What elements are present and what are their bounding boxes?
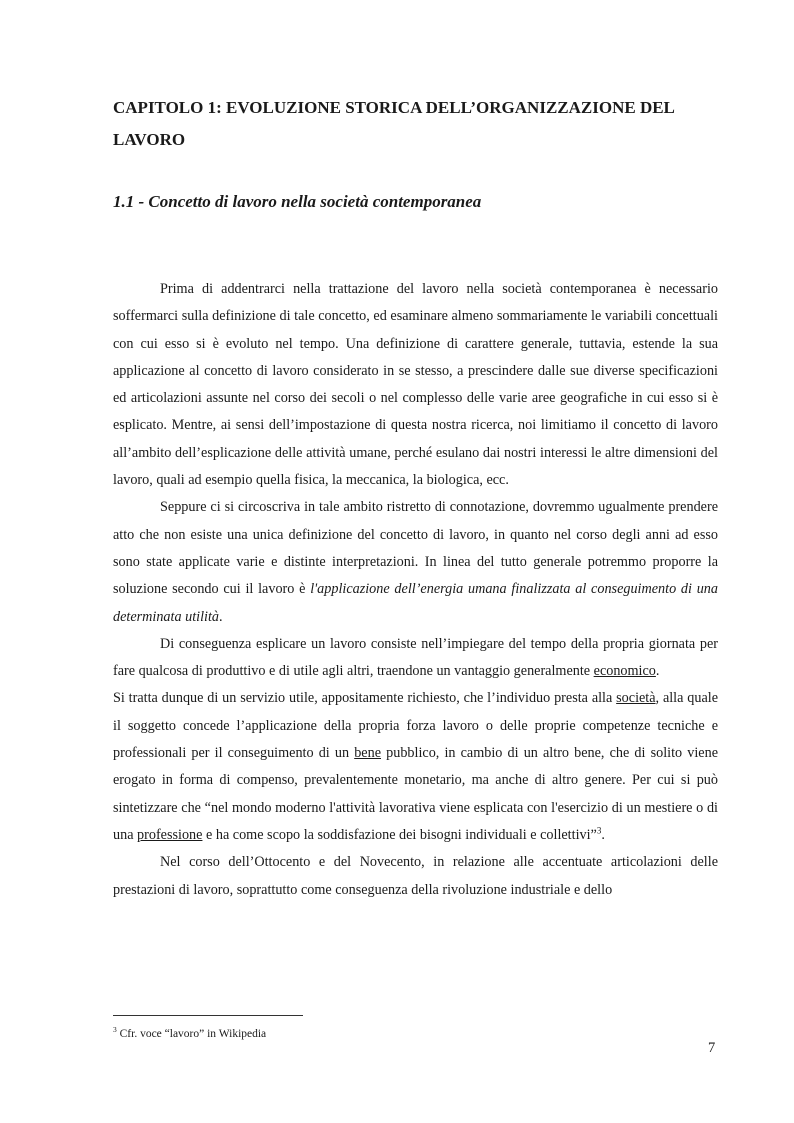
link-societa[interactable]: società — [616, 690, 656, 707]
definition-italic: l'applicazione dell’energia umana finalizzata al conseguimento di una determinata utilità — [113, 581, 718, 625]
paragraph-3 — [113, 631, 718, 686]
footnote-ref[interactable]: 3 — [596, 825, 602, 836]
paragraph-2-text: Seppure ci si circoscriva in tale ambito ristretto di connotazione, dovremmo ugualmente prendere atto che non esiste una unica definizione del concetto di lavoro, in quanto nel corso degli anni ad esso sono state applicate varie e distinte interpretazioni. In linea del tutto generale potremmo proporre la soluzione secondo cui il lavoro è — [113, 499, 718, 598]
paragraph-5: Nel corso dell’Ottocento e del Novecento, in relazione alle accentuate articolazioni delle prestazioni di lavoro, soprattutto come conseguenza della rivoluzione industriale e dello — [113, 854, 718, 898]
footnote-divider — [113, 1015, 303, 1016]
paragraph-4-text-b: , alla quale il soggetto concede l’applicazione della propria forza lavoro o delle proprie competenze tecniche e professionali per il conseguimento di un — [113, 690, 718, 762]
paragraph-4 — [113, 685, 718, 849]
footnote-text: Cfr. voce “lavoro” in Wikipedia — [116, 1028, 267, 1040]
footnote — [113, 1026, 266, 1042]
section-title: 1.1 - Concetto di lavoro nella società contemporanea — [113, 192, 482, 211]
footnote-number: 3 — [113, 1025, 117, 1035]
link-professione[interactable]: professione — [137, 826, 203, 843]
body-text — [113, 276, 718, 904]
paragraph-4-end: . — [601, 826, 605, 843]
link-economico[interactable]: economico — [593, 663, 656, 680]
chapter-title: CAPITOLO 1: EVOLUZIONE STORICA DELL’ORGANIZZAZIONE DEL LAVORO — [113, 98, 674, 149]
paragraph-3-end: . — [655, 663, 660, 680]
paragraph-4-text-d: e ha come scopo la soddisfazione dei bisogni individuali e collettivi” — [202, 826, 597, 843]
paragraph-4-text-a: Si tratta dunque di un servizio utile, appositamente richiesto, che l’individuo presta alla — [113, 690, 617, 707]
paragraph-2-end: . — [219, 608, 223, 625]
page-number: 7 — [708, 1040, 716, 1056]
paragraph-2 — [113, 494, 718, 630]
paragraph-1: Prima di addentrarci nella trattazione del lavoro nella società contemporanea è necessario soffermarci sulla definizione di tale concetto, ed esaminare almeno sommariamente le variabili concettuali con cui esso si è evoluto nel tempo. Una definizione di carattere generale, tuttavia, estende la sua applicazione al concetto di lavoro considerato in se stesso, a prescindere dalle sue diverse specificazioni ed articolazioni assunte nel corso dei secoli o nel complesso delle varie aree geografiche in cui esso si è esplicato. Mentre, ai sensi dell’impostazione di questa nostra ricerca, noi limitiamo il concetto di lavoro all’ambito dell’esplicazione delle attività umane, perché esulano dai nostri interessi le altre dimensioni del lavoro, quali ad esempio quella fisica, la meccanica, la biologica, ecc. — [113, 281, 718, 489]
paragraph-3-text: Di conseguenza esplicare un lavoro consiste nell’impiegare del tempo della propria giornata per fare qualcosa di produttivo e di utile agli altri, traendone un vantaggio generalmente — [113, 635, 718, 680]
link-bene[interactable]: bene — [354, 745, 381, 762]
paragraph-4-text-c: pubblico, in cambio di un altro bene, che di solito viene erogato in forma di compenso, prevalentemente monetario, ma anche di altro genere. Per cui si può sintetizzare che “nel mondo moderno l'attività lavorativa viene esplicata con l'esercizio di un mestiere o di una — [113, 745, 718, 843]
